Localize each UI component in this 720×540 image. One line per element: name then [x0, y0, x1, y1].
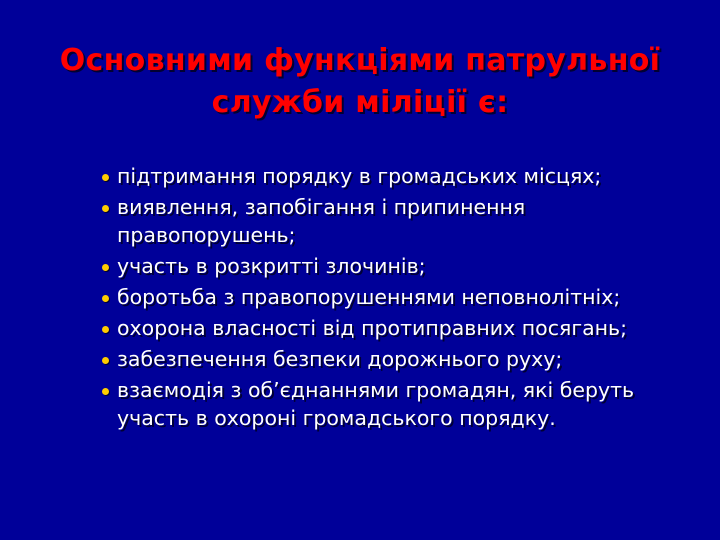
bullet-text: взаємодія з об’єднаннями громадян, які беруть участь в охороні громадського порядку. [117, 378, 635, 430]
bullet-list [100, 162, 700, 435]
bullet-text: боротьба з правопорушеннями неповнолітніх; [117, 285, 621, 309]
bullet-text: охорона власності від протиправних посягань; [117, 316, 628, 340]
bullet-item [100, 345, 700, 373]
bullet-dot-icon [102, 205, 109, 212]
bullet-dot-icon [102, 295, 109, 302]
slide-title: Основними функціями патрульної служби міліції є: [59, 43, 661, 120]
bullet-text: забезпечення безпеки дорожнього руху; [117, 347, 563, 371]
bullet-dot-icon [102, 388, 109, 395]
bullet-item [100, 283, 700, 311]
bullet-text: підтримання порядку в громадських місцях; [117, 164, 602, 188]
bullet-dot-icon [102, 264, 109, 271]
bullet-item [100, 314, 700, 342]
bullet-item [100, 376, 700, 432]
bullet-dot-icon [102, 174, 109, 181]
bullet-item [100, 252, 700, 280]
bullet-text: участь в розкритті злочинів; [117, 254, 426, 278]
bullet-item [100, 162, 700, 190]
bullet-item [100, 193, 700, 249]
bullet-text: виявлення, запобігання і припинення правопорушень; [117, 195, 526, 247]
bullet-dot-icon [102, 357, 109, 364]
bullet-dot-icon [102, 326, 109, 333]
